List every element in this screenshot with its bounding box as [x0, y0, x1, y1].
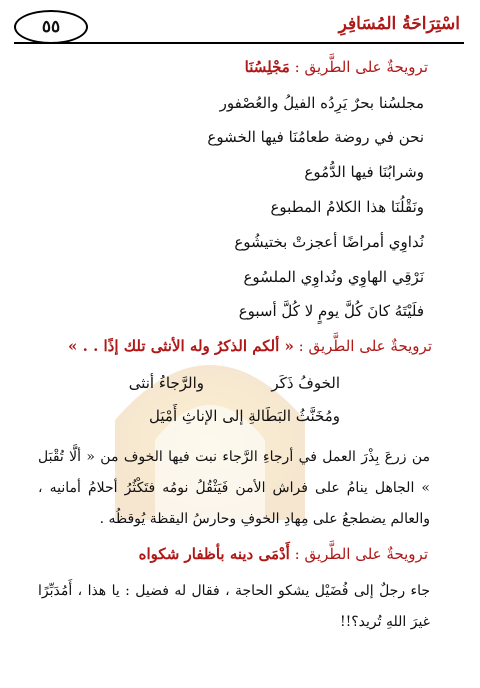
- book-title: اسْتِرَاحَةُ المُسَافِرِ: [338, 14, 460, 34]
- section-topic: مَجْلِسُنَا: [244, 58, 290, 76]
- section-label: ترويحةٌ على الطَّريق :: [298, 337, 432, 355]
- verse-line: وشرابُنَا فيها الدُّمُوع: [304, 163, 424, 181]
- paragraph: من زرعَ بِذْرَ العمل في أرجاءِ الرَّجاء نبت فيها الخوف من « ألَّا تُقْبَل » الجاهل ينامُ على فراش الأمن فَيَثْقُلُ نومُه فتَكْثُرُ أحلامُ أمانيه ، والعالم يضطجعُ على مِهادِ الخوفِ وحارسُ اليقظة يُوقظُه .: [38, 449, 430, 527]
- paragraph: جاء رجلٌ إلى فُضَيْل يشكو الحاجة ، فقال له فضيل : يا هذا ، أَمُدَبِّرًا غيرَ اللهِ تُريد؟!!: [38, 583, 430, 630]
- couplet-right: الخوفُ ذَكَر: [271, 374, 340, 392]
- section-label: ترويحةٌ على الطَّريق :: [294, 58, 428, 76]
- verse-line: ونَقْلُنَا هذا الكلامُ المطبوع: [270, 198, 424, 216]
- verse-line: نحن في روضة طعامُنَا فيها الخشوع: [207, 128, 424, 146]
- section-topic: أَدْمَى دينه بأظفار شكواه: [138, 545, 290, 563]
- page-number: ٥٥: [14, 10, 88, 44]
- section-title-2: [68, 337, 432, 355]
- verse-line: نَرْقِي الهاوِي ونُداوِي الملسُوع: [243, 268, 424, 286]
- section-topic: « ألكم الذكرُ وله الأنثى تلك إذًا . . »: [68, 337, 294, 355]
- page-header: [14, 10, 464, 44]
- verse-line: نُداوِي أمراضًا أعجزتْ بختيشُوع: [234, 233, 424, 251]
- couplet-left: والرَّجاءُ أنثى: [128, 374, 204, 392]
- section-title-1: [245, 58, 428, 76]
- section-label: ترويحةٌ على الطَّريق :: [294, 545, 428, 563]
- header-divider: [14, 42, 464, 44]
- section-title-3: [139, 545, 428, 563]
- couplet-right: ومُخَنَّثُ البَطَالةِ إلى الإناثِ أَمْيَل: [149, 407, 340, 425]
- verse-line: فلَيْتَهُ كانَ كُلَّ يومٍ لا كُلَّ أسبوع: [238, 302, 424, 320]
- verse-line: مجلسُنا بحرٌ يَرِدُه الفيلُ والعُصْفور: [219, 94, 424, 112]
